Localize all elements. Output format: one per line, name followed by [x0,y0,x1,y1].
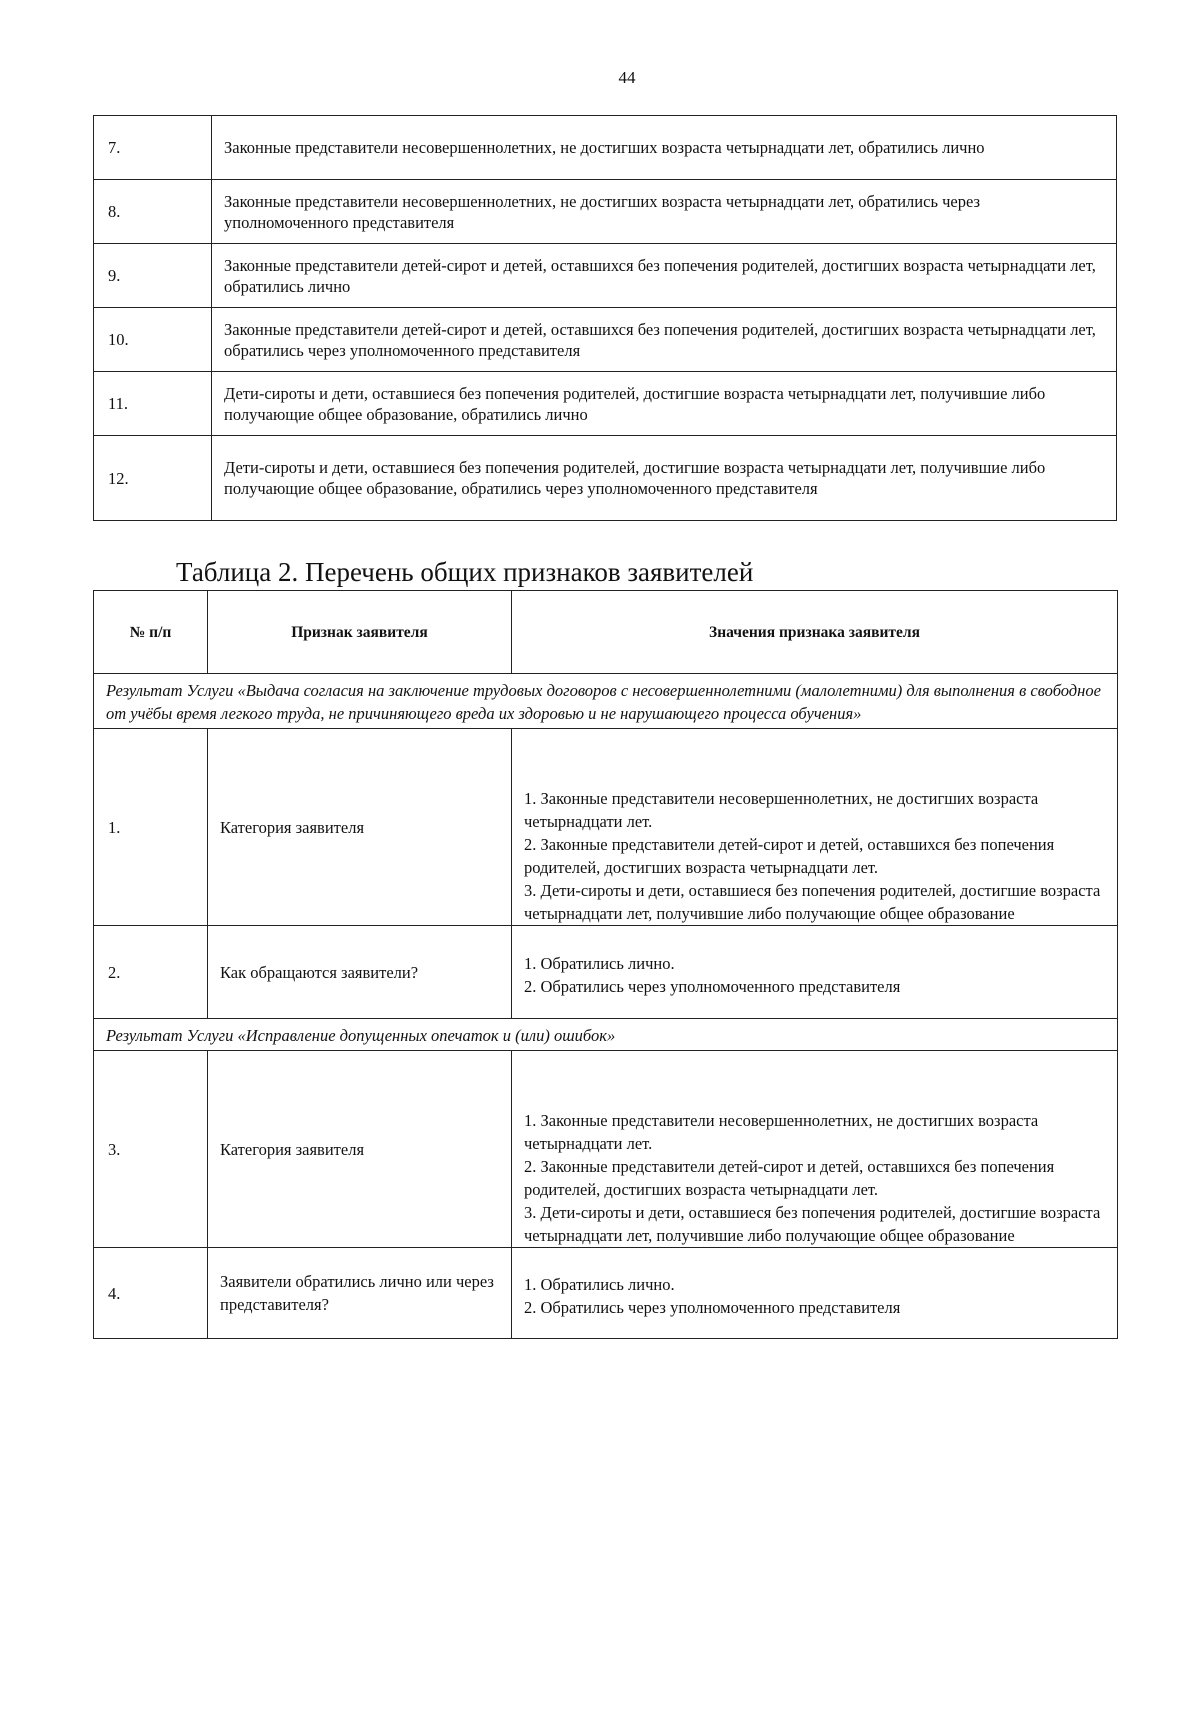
table-row [94,729,1118,926]
value-item: 1. Обратились лично. [524,1275,675,1294]
value-item: 3. Дети-сироты и дети, оставшиеся без попечения родителей, достигшие возраста четырнадцати лет, получившие либо получающие общее образование [524,881,1101,923]
applicant-attributes-table [93,590,1118,1339]
row-number: 2. [94,926,208,1019]
table-row [94,436,1117,521]
header-number: № п/п [94,591,208,674]
row-text: Дети-сироты и дети, оставшиеся без попечения родителей, достигшие возраста четырнадцати лет, получившие либо получающие общее образование, обратились лично [212,372,1117,436]
value-item: 1. Законные представители несовершеннолетних, не достигших возраста четырнадцати лет. [524,789,1039,831]
service-result-heading: Результат Услуги «Выдача согласия на заключение трудовых договоров с несовершеннолетними (малолетними) для выполнения в свободное от учёбы время легкого труда, не причиняющего вреда их здоровью и не нарушающего процесса обучения» [94,674,1118,729]
values-cell [512,1051,1118,1248]
value-item: 2. Обратились через уполномоченного представителя [524,1298,901,1317]
page-number: 44 [618,68,636,87]
table-row [94,926,1118,1019]
value-item: 2. Законные представители детей-сирот и детей, оставшихся без попечения родителей, достигших возраста четырнадцати лет. [524,835,1055,877]
row-number: 4. [94,1248,208,1339]
row-number: 10. [94,308,212,372]
value-item: 1. Законные представители несовершеннолетних, не достигших возраста четырнадцати лет. [524,1111,1039,1153]
values-cell [512,1248,1118,1339]
row-text: Дети-сироты и дети, оставшиеся без попечения родителей, достигшие возраста четырнадцати лет, получившие либо получающие общее образование, обратились через уполномоченного представителя [212,436,1117,521]
row-number: 12. [94,436,212,521]
table-row [94,116,1117,180]
attribute-cell: Как обращаются заявители? [208,926,512,1019]
header-values: Значения признака заявителя [512,591,1118,674]
value-item: 2. Законные представители детей-сирот и детей, оставшихся без попечения родителей, достигших возраста четырнадцати лет. [524,1157,1055,1199]
row-number: 3. [94,1051,208,1248]
row-number: 9. [94,244,212,308]
table-row [94,1051,1118,1248]
table-row [94,180,1117,244]
row-text: Законные представители детей-сирот и детей, оставшихся без попечения родителей, достигших возраста четырнадцати лет, обратились через уполномоченного представителя [212,308,1117,372]
table-row [94,372,1117,436]
section-row [94,674,1118,729]
table-row [94,244,1117,308]
row-text: Законные представители несовершеннолетних, не достигших возраста четырнадцати лет, обратились лично [212,116,1117,180]
table-title: Таблица 2. Перечень общих признаков заявителей [176,557,754,587]
header-attribute: Признак заявителя [208,591,512,674]
row-number: 11. [94,372,212,436]
table-row [94,308,1117,372]
row-text: Законные представители несовершеннолетних, не достигших возраста четырнадцати лет, обратились через уполномоченного представителя [212,180,1117,244]
row-number: 1. [94,729,208,926]
applicant-variants-table [93,115,1117,521]
service-result-heading: Результат Услуги «Исправление допущенных опечаток и (или) ошибок» [94,1019,1118,1051]
section-row [94,1019,1118,1051]
row-number: 7. [94,116,212,180]
table-row [94,1248,1118,1339]
attribute-cell: Категория заявителя [208,729,512,926]
values-cell [512,926,1118,1019]
table-header-row [94,591,1118,674]
row-number: 8. [94,180,212,244]
attribute-cell: Категория заявителя [208,1051,512,1248]
value-item: 1. Обратились лично. [524,954,675,973]
value-item: 2. Обратились через уполномоченного представителя [524,977,901,996]
attribute-cell: Заявители обратились лично или через представителя? [208,1248,512,1339]
value-item: 3. Дети-сироты и дети, оставшиеся без попечения родителей, достигшие возраста четырнадцати лет, получившие либо получающие общее образование [524,1203,1101,1245]
values-cell [512,729,1118,926]
row-text: Законные представители детей-сирот и детей, оставшихся без попечения родителей, достигших возраста четырнадцати лет, обратились лично [212,244,1117,308]
